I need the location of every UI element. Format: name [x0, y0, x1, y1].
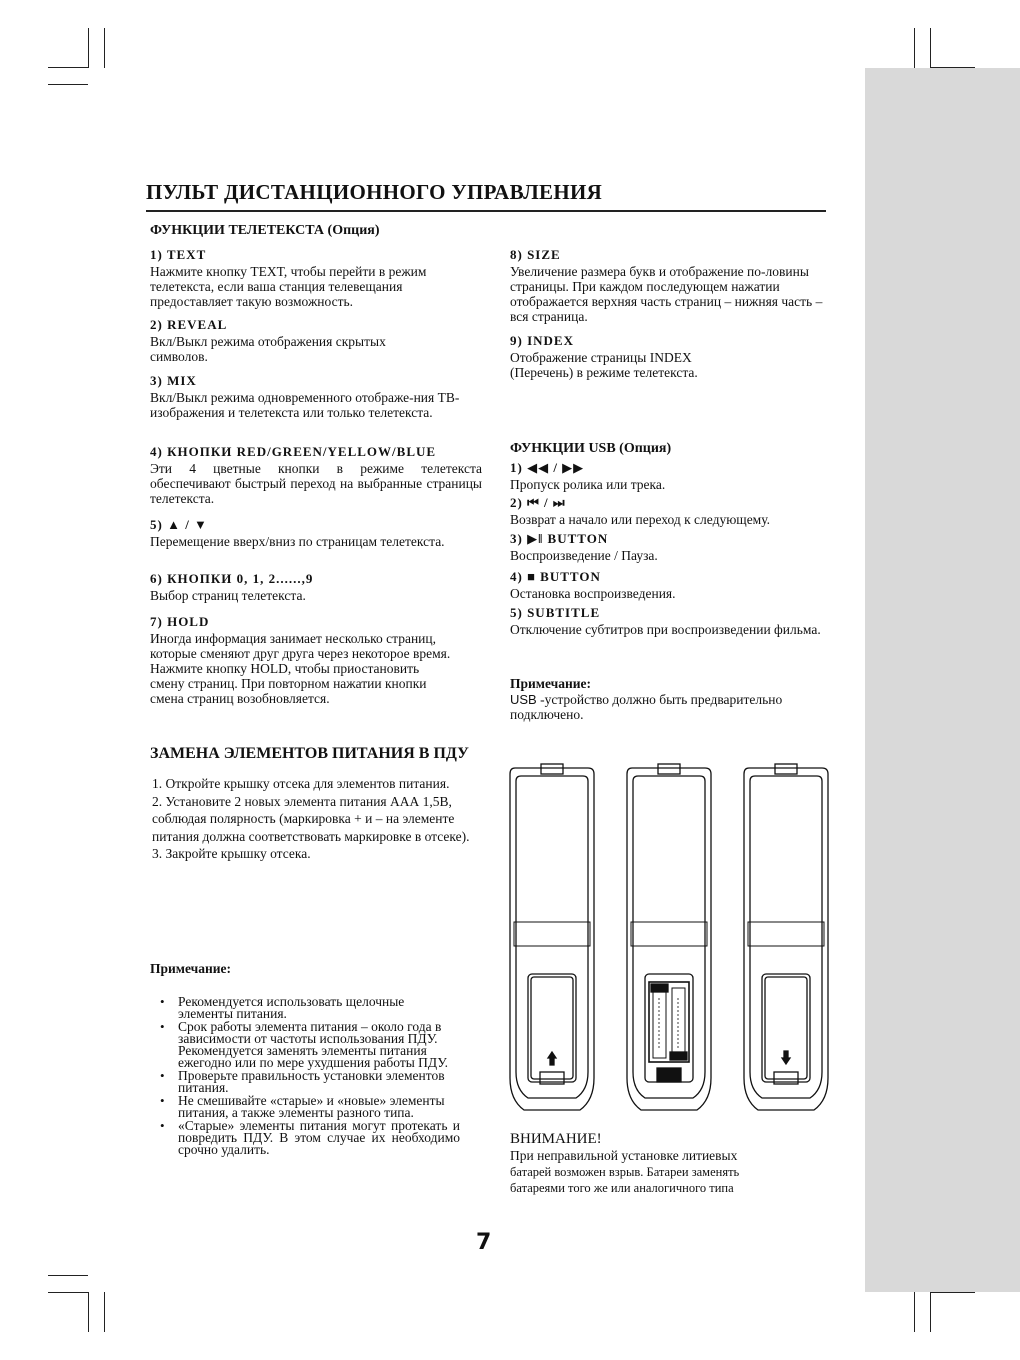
item-body: Увеличение размера букв и отображение по-ловины страницы. При каждом последующем нажатии отображается верхняя часть страниц – нижняя часть – вся страница.	[510, 264, 823, 324]
crop-mark	[104, 1292, 105, 1332]
item-head: 2) REVEAL	[150, 317, 228, 332]
item-body: Вкл/Выкл режима отображения скрытых символов.	[150, 334, 386, 364]
usb-heading: ФУНКЦИИ USB (Опция)	[510, 441, 672, 456]
teletext-item-size	[510, 247, 835, 324]
usb-item-stop	[510, 569, 840, 601]
teletext-heading: ФУНКЦИИ ТЕЛЕТЕКСТА (Опция)	[150, 223, 380, 238]
item-head: 3) ▶‖ BUTTON	[510, 531, 609, 546]
crop-mark	[48, 84, 88, 85]
page-title: ПУЛЬТ ДИСТАНЦИОННОГО УПРАВЛЕНИЯ	[146, 180, 603, 204]
item-body: Отображение страницы INDEX (Перечень) в режиме телетекста.	[510, 350, 698, 380]
crop-mark	[104, 28, 105, 68]
item-body: Нажмите кнопку TEXT, чтобы перейти в режим телетекста, если ваша станция телевещания предоставляет такую возможность.	[150, 264, 427, 309]
remote-battery-illustration	[500, 760, 830, 1120]
teletext-item-text	[150, 247, 480, 309]
usb-item-play-pause	[510, 531, 840, 563]
crop-mark	[930, 1292, 975, 1293]
usb-item-subtitle	[510, 605, 840, 637]
teletext-item-index	[510, 333, 750, 380]
teletext-item-color-buttons	[150, 444, 482, 506]
item-body: Пропуск ролика или трека.	[510, 477, 666, 492]
item-head: 8) SIZE	[510, 247, 561, 262]
item-body: Воспроизведение / Пауза.	[510, 548, 658, 563]
crop-mark	[930, 28, 931, 68]
warning-title: ВНИМАНИЕ!	[510, 1131, 602, 1147]
item-head: 2) ⏮ / ⏭	[510, 495, 566, 510]
item-body: Иногда информация занимает несколько страниц, которые сменяют друг друга через некоторое время. Нажмите кнопку HOLD, чтобы приостановить смену страниц. При повторном нажатии кнопки смена страниц возобновляется.	[150, 631, 451, 706]
item-body: Эти 4 цветные кнопки в режиме телетекста обеспечивают быстрый переход на выбранные страницы телетекста.	[150, 461, 482, 506]
item-head: 7) HOLD	[150, 614, 210, 629]
crop-mark	[88, 28, 89, 68]
title-rule	[146, 210, 826, 212]
remote-back-open	[510, 764, 594, 1110]
crop-mark	[48, 1275, 88, 1276]
warning-line: батарей возможен взрыв. Батареи заменять	[510, 1165, 740, 1179]
teletext-item-mix	[150, 373, 470, 420]
remote-back-batteries	[627, 764, 711, 1110]
usb-note-text: -устройство должно быть предварительно подключено.	[510, 692, 783, 722]
item-head: 3) MIX	[150, 373, 197, 388]
warning-block	[510, 1131, 850, 1196]
teletext-item-up-down	[150, 517, 450, 549]
item-body: Перемещение вверх/вниз по страницам телетекста.	[150, 534, 445, 549]
battery-step: 1. Откройте крышку отсека для элементов питания.	[152, 776, 450, 791]
page-number: 7	[476, 1230, 492, 1255]
battery-note-item: • Проверьте правильность установки элементов питания.	[150, 1070, 460, 1094]
battery-heading: ЗАМЕНА ЭЛЕМЕНТОВ ПИТАНИЯ В ПДУ	[150, 745, 469, 762]
crop-mark	[914, 28, 915, 68]
item-head: 5) SUBTITLE	[510, 605, 601, 620]
battery-step: 2. Установите 2 новых элемента питания ААА 1,5В, соблюдая полярность (маркировка + и – на элементе питания должна соответствовать маркировке в отсеке).	[152, 793, 470, 844]
battery-note-item: • Рекомендуется использовать щелочные элементы питания.	[150, 996, 460, 1020]
teletext-item-digits	[150, 571, 470, 603]
item-head: 5) ▲ / ▼	[150, 517, 208, 532]
crop-mark	[48, 1292, 88, 1293]
side-tab	[865, 68, 1020, 1292]
item-body: Вкл/Выкл режима одновременного отображе-ния ТВ-изображения и телетекста или только телетекста.	[150, 390, 460, 420]
battery-notes	[150, 996, 460, 1157]
battery-note-item: • Срок работы элемента питания – около года в зависимости от частоты использования ПДУ. Рекомендуется заменять элементы питания ежегодно или по мере ухудшения работы ПДУ.	[150, 1021, 460, 1069]
usb-item-rewind-forward	[510, 460, 840, 492]
remote-back-closed	[744, 764, 828, 1110]
item-head: 4) КНОПКИ RED/GREEN/YELLOW/BLUE	[150, 444, 437, 459]
usb-note-prefix: USB	[510, 692, 537, 707]
item-body: Выбор страниц телетекста.	[150, 588, 306, 603]
warning-line: При неправильной установке литиевых	[510, 1148, 738, 1163]
teletext-item-hold	[150, 614, 455, 706]
item-head: 1) TEXT	[150, 247, 207, 262]
item-head: 9) INDEX	[510, 333, 574, 348]
teletext-item-reveal	[150, 317, 480, 364]
item-head: 6) КНОПКИ 0, 1, 2......,9	[150, 571, 314, 586]
battery-note-item: • Не смешивайте «старые» и «новые» элементы питания, а также элементы разного типа.	[150, 1095, 460, 1119]
crop-mark	[88, 1292, 89, 1332]
item-body: Отключение субтитров при воспроизведении фильма.	[510, 622, 821, 637]
usb-note-label: Примечание:	[510, 676, 592, 691]
item-head: 4) ■ BUTTON	[510, 569, 601, 584]
item-body: Остановка воспроизведения.	[510, 586, 676, 601]
item-body: Возврат а начало или переход к следующему.	[510, 512, 771, 527]
battery-steps	[152, 775, 474, 863]
crop-mark	[48, 67, 88, 68]
crop-mark	[914, 1292, 915, 1332]
warning-line: батареями того же или аналогичного типа	[510, 1181, 734, 1195]
battery-note-item: • «Старые» элементы питания могут протекать и повредить ПДУ. В этом случае их необходимо срочно удалить.	[150, 1120, 460, 1156]
item-head: 1) ◀◀ / ▶▶	[510, 460, 585, 475]
usb-note	[510, 692, 840, 722]
battery-note-label: Примечание:	[150, 961, 232, 976]
crop-mark	[930, 1292, 931, 1332]
usb-item-prev-next	[510, 495, 850, 527]
battery-step: 3. Закройте крышку отсека.	[152, 846, 311, 861]
